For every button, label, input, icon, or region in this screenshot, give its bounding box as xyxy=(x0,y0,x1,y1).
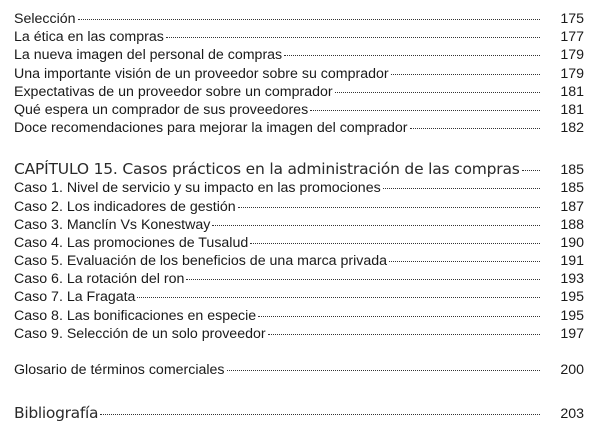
chapter-entries xyxy=(14,179,584,343)
toc-entry-page: 177 xyxy=(560,29,584,46)
dot-leader xyxy=(522,170,540,171)
toc-entry-caso-9[interactable] xyxy=(14,325,584,343)
toc-entry-page: 175 xyxy=(560,11,584,27)
dot-leader xyxy=(78,19,540,20)
toc-entry-label: La ética en las compras xyxy=(14,29,164,46)
toc-entry-caso-2[interactable] xyxy=(14,198,584,216)
dot-leader xyxy=(166,37,540,38)
toc-entry-label: Bibliografía xyxy=(14,404,99,423)
dot-leader xyxy=(389,261,540,262)
toc-entry-seleccion[interactable] xyxy=(14,10,584,28)
toc-entry-page: 181 xyxy=(560,83,584,100)
section-entries xyxy=(14,10,584,137)
toc-entry-label: Caso 9. Selección de un solo proveedor xyxy=(14,325,266,342)
dot-leader xyxy=(391,74,540,75)
toc-entry-caso-7[interactable] xyxy=(14,288,584,306)
toc-entry-page: 200 xyxy=(560,362,584,378)
toc-entry-label: Caso 3. Manclín Vs Konestway xyxy=(14,216,211,233)
dot-leader xyxy=(310,110,540,111)
toc-entry-caso-6[interactable] xyxy=(14,270,584,288)
dot-leader xyxy=(268,334,540,335)
toc-entry-page: 191 xyxy=(560,253,584,270)
dot-leader xyxy=(284,55,540,56)
toc-entry-page: 193 xyxy=(560,271,584,288)
toc-entry-label: Caso 2. Los indicadores de gestión xyxy=(14,198,236,215)
toc-entry-caso-8[interactable] xyxy=(14,307,584,325)
toc-entry-label: Doce recomendaciones para mejorar la imagen del comprador xyxy=(14,120,408,137)
toc-entry-label: Expectativas de un proveedor sobre un comprador xyxy=(14,83,333,100)
dot-leader xyxy=(100,414,540,415)
toc-entry-page: 195 xyxy=(560,307,584,324)
dot-leader xyxy=(227,370,540,371)
toc-entry-caso-1[interactable] xyxy=(14,179,584,197)
toc-entry-nueva-imagen[interactable] xyxy=(14,46,584,64)
toc-entry-page: 179 xyxy=(560,47,584,64)
toc-entry-page: 185 xyxy=(560,180,584,197)
toc-entry-expectativas[interactable] xyxy=(14,83,584,101)
toc-entry-etica[interactable] xyxy=(14,28,584,46)
dot-leader xyxy=(137,297,540,298)
dot-leader xyxy=(258,316,540,317)
toc-entry-page: 190 xyxy=(560,234,584,251)
dot-leader xyxy=(410,128,540,129)
toc-entry-page: 187 xyxy=(560,198,584,215)
toc-entry-label: Caso 6. La rotación del ron xyxy=(14,271,185,288)
toc-entry-page: 203 xyxy=(560,406,584,423)
toc-entry-doce-recomendaciones[interactable] xyxy=(14,119,584,137)
toc-entry-label: Selección xyxy=(14,11,76,27)
toc-entry-page: 188 xyxy=(560,216,584,233)
table-of-contents xyxy=(14,10,584,423)
toc-entry-vision-proveedor[interactable] xyxy=(14,65,584,83)
toc-entry-label: Caso 8. Las bonificaciones en especie xyxy=(14,307,257,324)
toc-entry-caso-5[interactable] xyxy=(14,252,584,270)
toc-entry-page: 181 xyxy=(560,101,584,118)
toc-entry-label: Una importante visión de un proveedor sobre su comprador xyxy=(14,65,389,82)
toc-entry-label: Qué espera un comprador de sus proveedores xyxy=(14,101,309,118)
dot-leader xyxy=(186,279,540,280)
toc-chapter-15[interactable] xyxy=(14,159,584,179)
toc-entry-label: Glosario de términos comerciales xyxy=(14,362,225,378)
toc-entry-glosario[interactable] xyxy=(14,361,584,379)
toc-entry-label: Caso 1. Nivel de servicio y su impacto en las promociones xyxy=(14,180,381,197)
toc-entry-label: Caso 7. La Fragata xyxy=(14,289,136,306)
dot-leader xyxy=(335,92,540,93)
dot-leader xyxy=(238,207,540,208)
chapter-title: CAPÍTULO 15. Casos prácticos en la administración de las compras xyxy=(14,160,520,179)
dot-leader xyxy=(212,225,540,226)
toc-entry-caso-4[interactable] xyxy=(14,234,584,252)
toc-entry-caso-3[interactable] xyxy=(14,216,584,234)
toc-entry-que-espera[interactable] xyxy=(14,101,584,119)
toc-entry-label: Caso 4. Las promociones de Tusalud xyxy=(14,234,249,251)
toc-entry-bibliografia[interactable] xyxy=(14,403,584,423)
toc-entry-page: 179 xyxy=(560,65,584,82)
dot-leader xyxy=(250,243,540,244)
toc-entry-page: 197 xyxy=(560,325,584,342)
toc-entry-label: Caso 5. Evaluación de los beneficios de una marca privada xyxy=(14,253,388,270)
toc-entry-page: 182 xyxy=(560,120,584,137)
chapter-page: 185 xyxy=(560,162,584,179)
toc-entry-page: 195 xyxy=(560,289,584,306)
toc-entry-label: La nueva imagen del personal de compras xyxy=(14,47,283,64)
dot-leader xyxy=(383,188,540,189)
